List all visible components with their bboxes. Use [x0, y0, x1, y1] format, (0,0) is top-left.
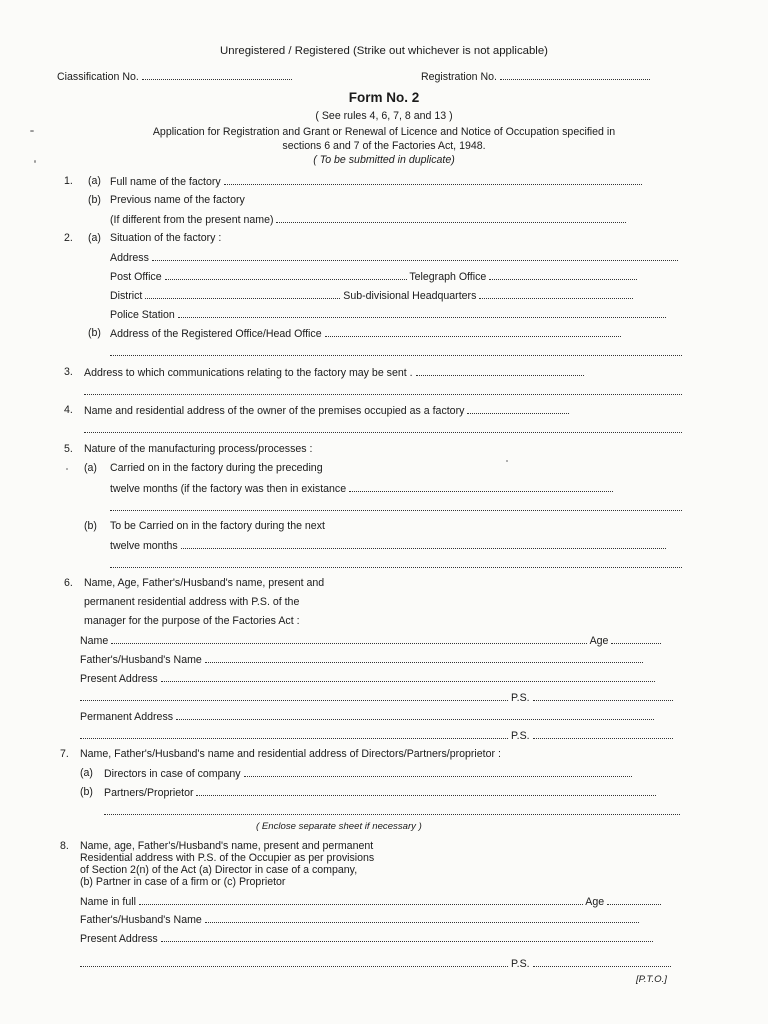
manager-permanent-address-field: [80, 710, 654, 724]
manufacturing-process-label: Nature of the manufacturing process/processes :: [84, 443, 313, 455]
manager-permanent-ps-label: P.S.: [510, 730, 530, 742]
address-blank: [152, 251, 678, 261]
occupier-age-label: Age: [585, 896, 605, 908]
item-6-number: 6.: [64, 577, 73, 589]
occupier-present-address-label: Present Address: [80, 933, 158, 945]
directors-label: Directors in case of company: [104, 768, 241, 780]
manager-father-label: Father's/Husband's Name: [80, 654, 202, 666]
previous-name-cont-label: (If different from the present name): [110, 214, 274, 226]
factory-name-label: Full name of the factory: [110, 176, 221, 188]
registration-label: Registration No.: [421, 71, 497, 83]
district-field: [110, 289, 633, 303]
occupier-father-blank: [205, 913, 639, 923]
communications-address-field: [84, 366, 584, 380]
item-2b-marker: (b): [88, 327, 101, 339]
scan-speck: [34, 160, 36, 163]
scan-speck: [30, 130, 34, 132]
registration-blank: [500, 70, 650, 80]
item-5b-marker: (b): [84, 520, 97, 532]
telegraph-office-label: Telegraph Office: [409, 271, 487, 283]
manager-permanent-address-blank-2: [80, 729, 508, 739]
item-1-number: 1.: [64, 175, 73, 187]
occupier-name-blank: [139, 895, 583, 905]
manager-present-address-label: Present Address: [80, 673, 158, 685]
pto-note: [P.T.O.]: [636, 974, 667, 985]
manager-present-address-field: [80, 672, 655, 686]
form-description-line-2: sections 6 and 7 of the Factories Act, 1948.: [282, 140, 486, 152]
owner-address-label: Name and residential address of the owner of the premises occupied as a factory: [84, 405, 465, 417]
directors-partners-label: Name, Father's/Husband's name and residential address of Directors/Partners/proprietor :: [80, 748, 501, 760]
occupier-label-3: of Section 2(n) of the Act (a) Director in case of a company,: [80, 864, 358, 876]
preceding-months-label-2: twelve months (if the factory was then in existance: [110, 483, 347, 495]
partners-field: [104, 786, 656, 800]
district-blank: [145, 289, 340, 299]
scan-speck: [506, 460, 508, 462]
manager-present-ps-label: P.S.: [510, 692, 530, 704]
previous-name-field: [110, 213, 626, 227]
preceding-months-blank: [349, 482, 613, 492]
occupier-father-field: [80, 913, 639, 927]
manager-present-address-blank: [161, 672, 655, 682]
form-title: Form No. 2: [348, 90, 420, 105]
manager-label-2: permanent residential address with P.S. of the: [84, 596, 300, 608]
manager-present-ps-blank: [533, 691, 673, 701]
item-7a-marker: (a): [80, 767, 93, 779]
occupier-present-address-blank-2: [80, 957, 508, 967]
situation-label: Situation of the factory :: [110, 232, 222, 244]
next-months-blank: [181, 539, 666, 549]
owner-address-blank-2: [84, 423, 682, 437]
item-3-number: 3.: [64, 366, 73, 378]
manager-label-1: Name, Age, Father's/Husband's name, present and: [84, 577, 325, 589]
registered-office-blank: [325, 327, 621, 337]
directors-blank: [244, 767, 632, 777]
manager-present-ps-field: [80, 691, 673, 705]
address-field: [110, 251, 678, 265]
registration-status-line: Unregistered / Registered (Strike out whichever is not applicable): [220, 45, 548, 57]
occupier-age-blank: [607, 895, 661, 905]
previous-name-label: Previous name of the factory: [110, 194, 245, 206]
factory-name-blank: [224, 175, 642, 185]
classification-label: Ciassification No.: [57, 71, 139, 83]
manager-father-field: [80, 653, 643, 667]
occupier-name-field: [80, 895, 661, 909]
form-description-line-1: Application for Registration and Grant or Renewal of Licence and Notice of Occupation specified in: [152, 126, 616, 138]
manager-age-blank: [611, 634, 661, 644]
manager-label-3: manager for the purpose of the Factories Act :: [84, 615, 300, 627]
next-months-label-1: To be Carried on in the factory during the next: [110, 520, 325, 532]
communications-address-blank: [416, 366, 584, 376]
item-8-number: 8.: [60, 840, 69, 852]
registered-office-label: Address of the Registered Office/Head Office: [110, 328, 322, 340]
registration-number-field: [421, 70, 650, 84]
classification-number-field: [57, 70, 292, 84]
item-2-number: 2.: [64, 232, 73, 244]
classification-blank: [142, 70, 292, 80]
telegraph-office-blank: [489, 270, 637, 280]
police-station-label: Police Station: [110, 309, 175, 321]
item-1a-marker: (a): [88, 175, 101, 187]
subdiv-hq-blank: [479, 289, 633, 299]
communications-address-blank-2: [84, 385, 682, 399]
occupier-name-label: Name in full: [80, 896, 136, 908]
partners-label: Partners/Proprietor: [104, 787, 194, 799]
next-months-blank-2: [110, 558, 682, 572]
scan-speck: [66, 468, 68, 470]
police-station-blank: [178, 308, 666, 318]
occupier-ps-label: P.S.: [510, 958, 530, 970]
occupier-present-address-field: [80, 932, 653, 946]
preceding-months-blank-2: [110, 501, 682, 515]
post-office-field: [110, 270, 637, 284]
district-label: District: [110, 290, 143, 302]
registered-office-field: [110, 327, 621, 341]
subdiv-hq-label: Sub-divisional Headquarters: [343, 290, 477, 302]
manager-name-blank: [111, 634, 587, 644]
communications-address-label: Address to which communications relating to the factory may be sent .: [84, 367, 413, 379]
manager-permanent-ps-field: [80, 729, 673, 743]
item-7-number: 7.: [60, 748, 69, 760]
occupier-father-label: Father's/Husband's Name: [80, 914, 202, 926]
manager-permanent-ps-blank: [533, 729, 673, 739]
address-label: Address: [110, 252, 149, 264]
manager-name-label: Name: [80, 635, 109, 647]
manager-name-field: [80, 634, 661, 648]
occupier-label-4: (b) Partner in case of a firm or (c) Proprietor: [80, 876, 286, 888]
manager-present-address-blank-2: [80, 691, 508, 701]
owner-address-blank: [467, 404, 569, 414]
item-5a-marker: (a): [84, 462, 97, 474]
manager-permanent-address-label: Permanent Address: [80, 711, 174, 723]
directors-field: [104, 767, 632, 781]
item-5-number: 5.: [64, 443, 73, 455]
occupier-ps-field: [80, 957, 671, 971]
manager-age-label: Age: [589, 635, 609, 647]
next-months-field: [110, 539, 666, 553]
owner-address-field: [84, 404, 569, 418]
post-office-blank: [165, 270, 407, 280]
form-rules: ( See rules 4, 6, 7, 8 and 13 ): [315, 110, 453, 122]
item-4-number: 4.: [64, 404, 73, 416]
item-1b-marker: (b): [88, 194, 101, 206]
enclose-note: ( Enclose separate sheet if necessary ): [256, 821, 422, 832]
occupier-label-2: Residential address with P.S. of the Occupier as per provisions: [80, 852, 375, 864]
post-office-label: Post Office: [110, 271, 162, 283]
preceding-months-field: [110, 482, 613, 496]
previous-name-blank: [276, 213, 626, 223]
item-7b-marker: (b): [80, 786, 93, 798]
manager-father-blank: [205, 653, 643, 663]
item-2a-marker: (a): [88, 232, 101, 244]
manager-permanent-address-blank: [176, 710, 654, 720]
occupier-ps-blank: [533, 957, 671, 967]
partners-blank: [196, 786, 656, 796]
occupier-present-address-blank: [161, 932, 653, 942]
occupier-label-1: Name, age, Father's/Husband's name, present and permanent: [80, 840, 374, 852]
registered-office-blank-2: [110, 346, 682, 360]
next-months-label-2: twelve months: [110, 540, 178, 552]
preceding-months-label-1: Carried on in the factory during the preceding: [110, 462, 323, 474]
duplicate-note: ( To be submitted in duplicate): [313, 154, 455, 166]
police-station-field: [110, 308, 666, 322]
factory-name-field: [110, 175, 642, 189]
partners-blank-2: [104, 805, 680, 819]
